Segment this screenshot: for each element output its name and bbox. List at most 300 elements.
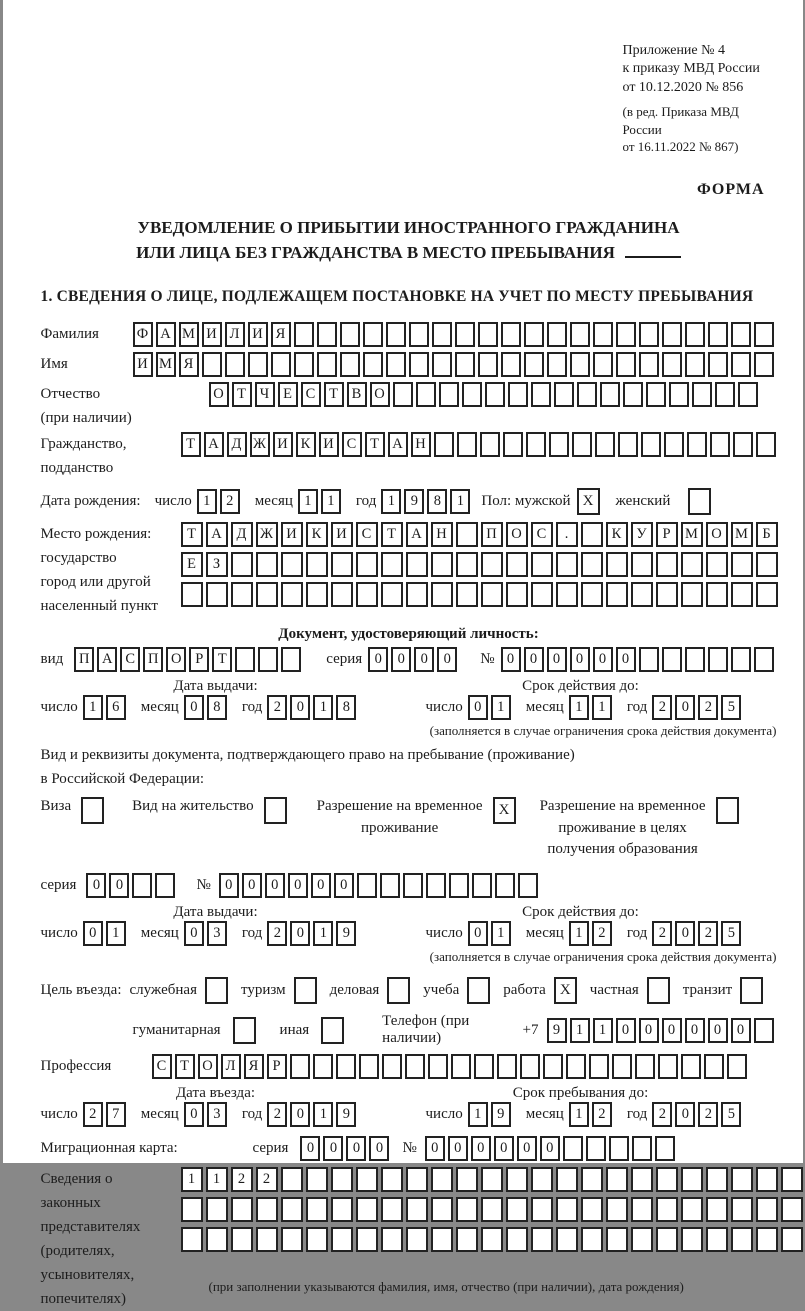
char-box[interactable] [457,432,477,457]
char-box[interactable] [606,1167,628,1192]
char-box[interactable] [655,1136,675,1161]
char-box[interactable]: 0 [517,1136,537,1161]
char-box[interactable] [381,1167,403,1192]
char-box[interactable] [313,1054,333,1079]
char-box[interactable] [566,1054,586,1079]
char-box[interactable]: М [179,322,199,347]
char-box[interactable]: 0 [311,873,331,898]
char-box[interactable] [556,1167,578,1192]
char-box[interactable] [380,873,400,898]
char-box[interactable] [356,1227,378,1252]
char-box[interactable]: Т [181,432,201,457]
char-box[interactable] [406,1197,428,1222]
char-box[interactable]: А [388,432,408,457]
char-box[interactable] [155,873,175,898]
char-box[interactable]: 0 [437,647,457,672]
char-box[interactable]: 2 [652,695,672,720]
char-box[interactable]: 0 [616,1018,636,1043]
char-box[interactable]: К [606,522,628,547]
char-box[interactable] [474,1054,494,1079]
char-box[interactable]: 2 [267,695,287,720]
char-box[interactable] [581,552,603,577]
char-box[interactable] [570,322,590,347]
char-box[interactable]: Н [411,432,431,457]
char-box[interactable] [405,1054,425,1079]
char-box[interactable] [706,582,728,607]
char-box[interactable] [480,432,500,457]
char-box[interactable] [506,582,528,607]
checkbox-purpose-business[interactable] [387,977,410,1004]
char-box[interactable]: 2 [698,695,718,720]
char-box[interactable] [132,873,152,898]
char-box[interactable]: П [481,522,503,547]
char-box[interactable]: З [206,552,228,577]
char-box[interactable] [710,432,730,457]
char-box[interactable] [581,522,603,547]
char-box[interactable] [258,647,278,672]
char-box[interactable] [501,322,521,347]
char-box[interactable] [547,352,567,377]
char-box[interactable]: Т [365,432,385,457]
char-box[interactable] [754,647,774,672]
char-box[interactable] [593,352,613,377]
char-box[interactable] [481,1197,503,1222]
char-box[interactable] [381,582,403,607]
char-box[interactable]: 0 [334,873,354,898]
char-box[interactable] [363,352,383,377]
char-box[interactable] [606,582,628,607]
char-box[interactable] [206,582,228,607]
char-box[interactable] [481,552,503,577]
char-box[interactable]: М [156,352,176,377]
char-box[interactable] [281,647,301,672]
char-box[interactable]: 2 [652,921,672,946]
char-box[interactable]: 0 [471,1136,491,1161]
char-box[interactable] [456,522,478,547]
char-box[interactable] [706,1167,728,1192]
char-box[interactable] [731,582,753,607]
char-box[interactable]: 0 [593,647,613,672]
char-box[interactable]: И [281,522,303,547]
char-box[interactable]: 1 [569,921,589,946]
char-box[interactable] [754,322,774,347]
char-box[interactable] [631,552,653,577]
char-box[interactable]: 1 [298,489,318,514]
char-box[interactable]: С [152,1054,172,1079]
char-box[interactable]: 1 [569,1102,589,1127]
char-box[interactable] [612,1054,632,1079]
char-box[interactable] [586,1136,606,1161]
char-box[interactable] [681,1054,701,1079]
char-box[interactable]: 0 [468,695,488,720]
char-box[interactable] [756,432,776,457]
checkbox-purpose-transit[interactable] [740,977,763,1004]
char-box[interactable]: О [706,522,728,547]
char-box[interactable] [639,647,659,672]
char-box[interactable] [641,432,661,457]
char-box[interactable] [306,1227,328,1252]
char-box[interactable] [439,382,459,407]
char-box[interactable] [524,352,544,377]
char-box[interactable]: П [143,647,163,672]
char-box[interactable]: 0 [219,873,239,898]
checkbox-purpose-official[interactable] [205,977,228,1004]
char-box[interactable] [431,582,453,607]
char-box[interactable] [281,1167,303,1192]
char-box[interactable]: 2 [652,1102,672,1127]
char-box[interactable]: 9 [547,1018,567,1043]
char-box[interactable] [681,552,703,577]
char-box[interactable] [406,582,428,607]
checkbox-temp-residence[interactable]: X [493,797,516,824]
checkbox-purpose-humanitarian[interactable] [233,1017,256,1044]
checkbox-purpose-work[interactable]: X [554,977,577,1004]
char-box[interactable]: 0 [639,1018,659,1043]
char-box[interactable] [656,1227,678,1252]
char-box[interactable]: 1 [491,921,511,946]
char-box[interactable]: Т [324,382,344,407]
char-box[interactable]: 1 [381,489,401,514]
char-box[interactable] [577,382,597,407]
char-box[interactable] [781,1197,803,1222]
char-box[interactable] [543,1054,563,1079]
char-box[interactable]: Т [175,1054,195,1079]
char-box[interactable]: Р [267,1054,287,1079]
char-box[interactable] [181,1197,203,1222]
char-box[interactable]: С [356,522,378,547]
char-box[interactable]: . [556,522,578,547]
char-box[interactable] [609,1136,629,1161]
char-box[interactable]: Ж [250,432,270,457]
char-box[interactable]: 0 [524,647,544,672]
char-box[interactable]: 0 [109,873,129,898]
char-box[interactable] [606,1197,628,1222]
char-box[interactable]: А [156,322,176,347]
char-box[interactable] [206,1197,228,1222]
char-box[interactable]: 1 [468,1102,488,1127]
char-box[interactable]: 0 [288,873,308,898]
char-box[interactable]: С [342,432,362,457]
char-box[interactable]: 0 [184,695,204,720]
char-box[interactable] [508,382,528,407]
char-box[interactable] [589,1054,609,1079]
char-box[interactable]: А [406,522,428,547]
char-box[interactable] [556,582,578,607]
char-box[interactable] [331,1197,353,1222]
char-box[interactable]: 2 [698,1102,718,1127]
char-box[interactable] [662,322,682,347]
char-box[interactable] [570,352,590,377]
char-box[interactable] [356,1167,378,1192]
char-box[interactable]: К [306,522,328,547]
char-box[interactable]: 0 [369,1136,389,1161]
char-box[interactable]: 1 [313,1102,333,1127]
char-box[interactable]: 0 [323,1136,343,1161]
char-box[interactable] [449,873,469,898]
char-box[interactable]: М [681,522,703,547]
char-box[interactable] [662,352,682,377]
char-box[interactable]: 8 [207,695,227,720]
char-box[interactable] [531,582,553,607]
char-box[interactable] [256,582,278,607]
char-box[interactable] [662,647,682,672]
char-box[interactable]: 1 [83,695,103,720]
char-box[interactable] [294,352,314,377]
char-box[interactable] [428,1054,448,1079]
char-box[interactable]: О [166,647,186,672]
char-box[interactable] [681,1197,703,1222]
char-box[interactable] [416,382,436,407]
char-box[interactable] [600,382,620,407]
char-box[interactable] [181,582,203,607]
char-box[interactable]: 2 [231,1167,253,1192]
char-box[interactable]: Т [381,522,403,547]
char-box[interactable] [681,1167,703,1192]
char-box[interactable] [340,352,360,377]
char-box[interactable]: Л [225,322,245,347]
char-box[interactable] [754,1018,774,1043]
char-box[interactable] [409,322,429,347]
char-box[interactable] [563,1136,583,1161]
char-box[interactable]: 0 [368,647,388,672]
char-box[interactable]: 0 [448,1136,468,1161]
char-box[interactable]: 0 [290,1102,310,1127]
char-box[interactable] [503,432,523,457]
char-box[interactable]: 1 [321,489,341,514]
char-box[interactable]: 6 [106,695,126,720]
char-box[interactable] [290,1054,310,1079]
checkbox-sex-male[interactable]: X [577,488,600,515]
char-box[interactable]: 1 [313,695,333,720]
char-box[interactable] [635,1054,655,1079]
char-box[interactable] [357,873,377,898]
char-box[interactable] [756,1167,778,1192]
char-box[interactable]: С [301,382,321,407]
char-box[interactable] [456,1167,478,1192]
char-box[interactable]: Е [181,552,203,577]
char-box[interactable] [501,352,521,377]
char-box[interactable]: 0 [675,1102,695,1127]
char-box[interactable] [281,552,303,577]
char-box[interactable]: 1 [592,695,612,720]
char-box[interactable] [756,1197,778,1222]
char-box[interactable] [706,1227,728,1252]
char-box[interactable]: 1 [181,1167,203,1192]
char-box[interactable] [531,1227,553,1252]
char-box[interactable]: О [198,1054,218,1079]
char-box[interactable] [406,552,428,577]
char-box[interactable] [455,352,475,377]
char-box[interactable]: О [506,522,528,547]
char-box[interactable] [738,382,758,407]
char-box[interactable] [639,322,659,347]
char-box[interactable] [248,352,268,377]
char-box[interactable]: 0 [708,1018,728,1043]
char-box[interactable] [456,1197,478,1222]
char-box[interactable] [363,322,383,347]
char-box[interactable]: 0 [83,921,103,946]
char-box[interactable] [456,552,478,577]
char-box[interactable]: 0 [547,647,567,672]
char-box[interactable] [656,1197,678,1222]
char-box[interactable]: 9 [336,1102,356,1127]
char-box[interactable] [581,582,603,607]
char-box[interactable] [431,1167,453,1192]
char-box[interactable] [202,352,222,377]
char-box[interactable]: Ф [133,322,153,347]
char-box[interactable] [632,1136,652,1161]
char-box[interactable] [756,552,778,577]
checkbox-purpose-private[interactable] [647,977,670,1004]
char-box[interactable]: 2 [256,1167,278,1192]
char-box[interactable]: Ч [255,382,275,407]
char-box[interactable]: 1 [593,1018,613,1043]
checkbox-sex-female[interactable] [688,488,711,515]
char-box[interactable]: И [248,322,268,347]
char-box[interactable]: А [204,432,224,457]
char-box[interactable] [386,352,406,377]
char-box[interactable] [462,382,482,407]
char-box[interactable] [331,552,353,577]
char-box[interactable] [481,1227,503,1252]
char-box[interactable]: 0 [662,1018,682,1043]
char-box[interactable] [526,432,546,457]
checkbox-purpose-other[interactable] [321,1017,344,1044]
char-box[interactable]: 5 [721,1102,741,1127]
char-box[interactable] [727,1054,747,1079]
char-box[interactable] [506,1167,528,1192]
char-box[interactable]: 0 [540,1136,560,1161]
char-box[interactable]: 8 [336,695,356,720]
char-box[interactable]: Б [756,522,778,547]
char-box[interactable] [340,322,360,347]
checkbox-residence-permit[interactable] [264,797,287,824]
char-box[interactable] [623,382,643,407]
char-box[interactable] [606,552,628,577]
char-box[interactable]: 0 [265,873,285,898]
char-box[interactable] [472,873,492,898]
char-box[interactable] [306,552,328,577]
char-box[interactable]: 1 [313,921,333,946]
char-box[interactable] [235,647,255,672]
char-box[interactable]: В [347,382,367,407]
char-box[interactable] [432,352,452,377]
char-box[interactable]: 2 [83,1102,103,1127]
char-box[interactable] [531,1197,553,1222]
char-box[interactable] [520,1054,540,1079]
char-box[interactable] [631,1227,653,1252]
char-box[interactable] [456,582,478,607]
char-box[interactable] [524,322,544,347]
char-box[interactable] [481,582,503,607]
checkbox-temp-residence-education[interactable] [716,797,739,824]
char-box[interactable] [731,1167,753,1192]
char-box[interactable]: М [731,522,753,547]
char-box[interactable] [595,432,615,457]
char-box[interactable]: 0 [425,1136,445,1161]
char-box[interactable] [616,322,636,347]
char-box[interactable] [478,322,498,347]
char-box[interactable] [381,552,403,577]
char-box[interactable] [409,352,429,377]
char-box[interactable]: С [531,522,553,547]
char-box[interactable] [506,1197,528,1222]
char-box[interactable] [631,1197,653,1222]
char-box[interactable]: 0 [391,647,411,672]
char-box[interactable] [531,552,553,577]
char-box[interactable]: 8 [427,489,447,514]
char-box[interactable]: П [74,647,94,672]
char-box[interactable] [756,1227,778,1252]
char-box[interactable]: 9 [404,489,424,514]
char-box[interactable] [731,647,751,672]
char-box[interactable]: 0 [570,647,590,672]
char-box[interactable] [485,382,505,407]
char-box[interactable]: Т [232,382,252,407]
char-box[interactable]: Я [179,352,199,377]
char-box[interactable]: 2 [220,489,240,514]
char-box[interactable]: 3 [207,1102,227,1127]
char-box[interactable] [495,873,515,898]
char-box[interactable] [687,432,707,457]
char-box[interactable] [669,382,689,407]
char-box[interactable]: 1 [197,489,217,514]
char-box[interactable]: 0 [468,921,488,946]
char-box[interactable]: С [120,647,140,672]
char-box[interactable] [393,382,413,407]
char-box[interactable] [556,1197,578,1222]
char-box[interactable]: 0 [346,1136,366,1161]
char-box[interactable] [547,322,567,347]
char-box[interactable] [581,1227,603,1252]
char-box[interactable]: 0 [86,873,106,898]
char-box[interactable] [733,432,753,457]
char-box[interactable] [451,1054,471,1079]
char-box[interactable]: 0 [616,647,636,672]
char-box[interactable] [225,352,245,377]
char-box[interactable] [656,552,678,577]
char-box[interactable] [554,382,574,407]
char-box[interactable] [656,1167,678,1192]
char-box[interactable]: И [133,352,153,377]
char-box[interactable]: 0 [184,921,204,946]
char-box[interactable] [231,582,253,607]
char-box[interactable]: 1 [206,1167,228,1192]
char-box[interactable] [618,432,638,457]
char-box[interactable]: 5 [721,921,741,946]
char-box[interactable] [692,382,712,407]
char-box[interactable] [331,1167,353,1192]
char-box[interactable]: 1 [106,921,126,946]
char-box[interactable] [708,647,728,672]
char-box[interactable]: 0 [414,647,434,672]
char-box[interactable] [481,1167,503,1192]
char-box[interactable]: 0 [675,695,695,720]
char-box[interactable]: Л [221,1054,241,1079]
char-box[interactable] [426,873,446,898]
char-box[interactable]: Д [227,432,247,457]
char-box[interactable] [431,1197,453,1222]
char-box[interactable] [708,352,728,377]
char-box[interactable] [781,1227,803,1252]
char-box[interactable]: Я [271,322,291,347]
char-box[interactable] [206,1227,228,1252]
char-box[interactable]: И [273,432,293,457]
char-box[interactable] [646,382,666,407]
checkbox-visa[interactable] [81,797,104,824]
char-box[interactable] [294,322,314,347]
char-box[interactable]: Е [278,382,298,407]
